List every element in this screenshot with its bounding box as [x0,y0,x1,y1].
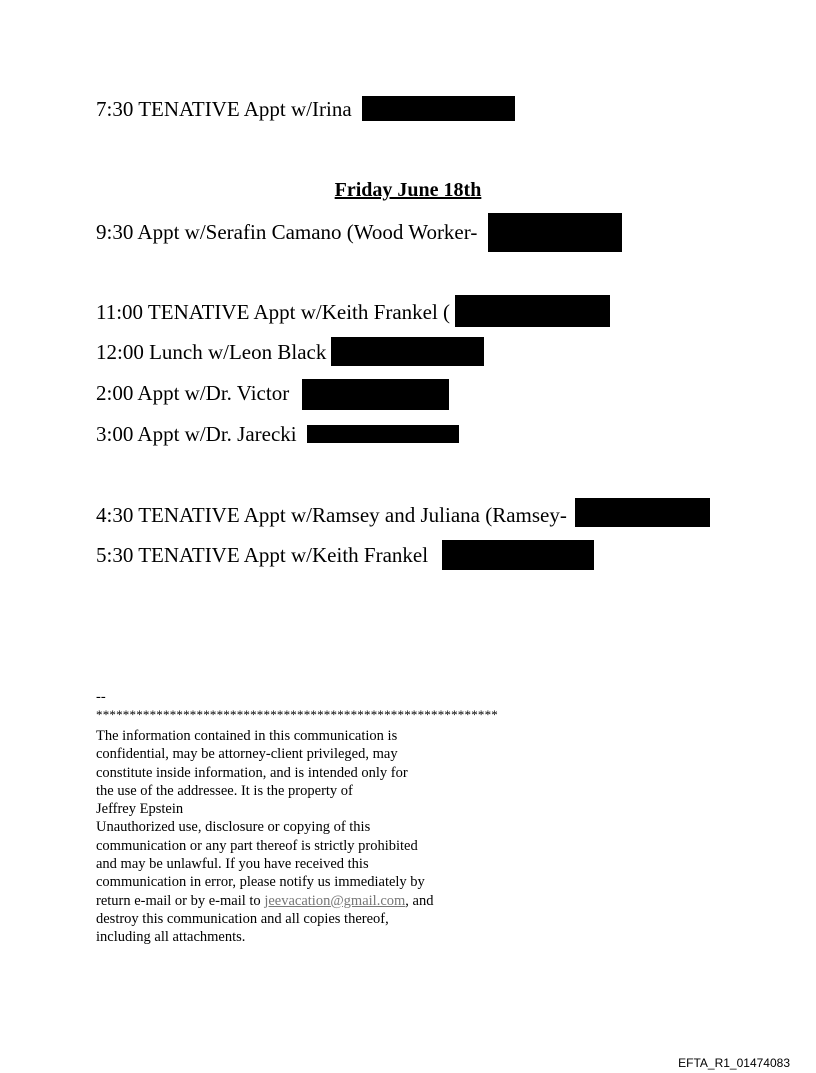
appointment-entry: 9:30 Appt w/Serafin Camano (Wood Worker- [96,220,478,244]
disclaimer-line: confidential, may be attorney-client privileged, may [96,746,398,763]
redaction-block [307,425,459,443]
document-id: EFTA_R1_01474083 [678,1056,790,1070]
disclaimer-line: Jeffrey Epstein [96,801,184,818]
appointment-entry: 7:30 TENATIVE Appt w/Irina [96,97,352,121]
redaction-block [575,498,710,527]
appointment-entry: 3:00 Appt w/Dr. Jarecki [96,422,297,446]
disclaimer-line: Unauthorized use, disclosure or copying of this [96,819,371,836]
disclaimer-text: , and [405,892,434,909]
appointment-entry: 4:30 TENATIVE Appt w/Ramsey and Juliana (Ramsey- [96,503,567,527]
disclaimer-line: destroy this communication and all copies thereof, [96,910,389,927]
disclaimer-line: the use of the addressee. It is the property of [96,782,353,799]
appointment-entry: 11:00 TENATIVE Appt w/Keith Frankel ( [96,300,451,324]
redaction-block [455,295,610,327]
appointment-entry: 5:30 TENATIVE Appt w/Keith Frankel [96,543,429,567]
redaction-block [362,96,515,121]
redaction-block [488,213,622,252]
appointment-entry: 12:00 Lunch w/Leon Black [96,340,327,364]
confidentiality-disclaimer [96,727,516,947]
disclaimer-line: communication in error, please notify us immediately by [96,874,425,891]
disclaimer-line: The information contained in this communication is [96,728,398,744]
disclaimer-line: and may be unlawful. If you have received this [96,856,369,873]
signature-stars: ************************************************************ [96,707,498,722]
disclaimer-line: constitute inside information, and is intended only for [96,764,408,781]
signature-dashes: -- [96,689,106,705]
disclaimer-line: including all attachments. [96,929,246,946]
email-link[interactable]: jeevacation@gmail.com [264,892,406,909]
day-heading: Friday June 18th [334,179,482,201]
disclaimer-text: return e-mail or by e-mail to [96,892,265,909]
disclaimer-line [96,892,516,910]
redaction-block [331,337,484,366]
redaction-block [302,379,449,410]
disclaimer-line: communication or any part thereof is strictly prohibited [96,837,418,854]
redaction-block [442,540,594,570]
appointment-entry: 2:00 Appt w/Dr. Victor [96,381,290,405]
